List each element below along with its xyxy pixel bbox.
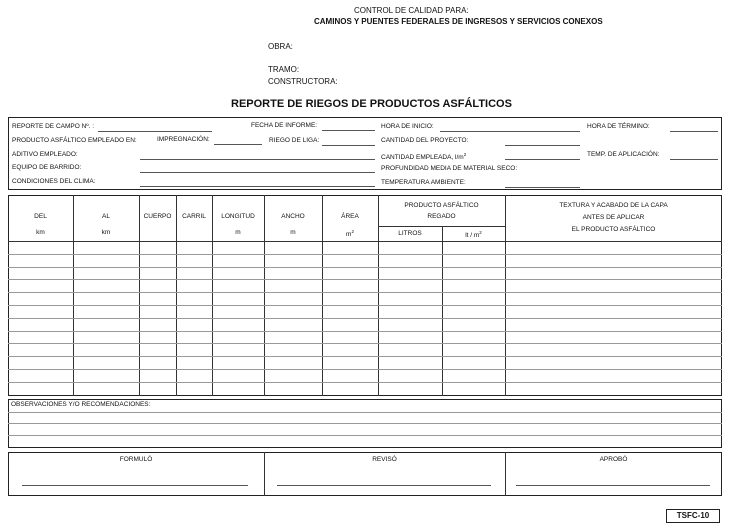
impregnacion-field[interactable] bbox=[214, 144, 262, 145]
tramo-label: TRAMO: bbox=[268, 65, 300, 74]
observaciones-line[interactable] bbox=[8, 423, 722, 424]
table-row-line bbox=[8, 343, 722, 344]
impregnacion-label: IMPREGNACIÓN: bbox=[157, 136, 210, 143]
col-textura-header-3: EL PRODUCTO ASFÁLTICO bbox=[571, 226, 656, 233]
header-line1: CONTROL DE CALIDAD PARA: bbox=[354, 6, 469, 15]
table-row-line bbox=[8, 267, 722, 268]
reviso-label: REVISÓ bbox=[372, 456, 397, 463]
table-row-line bbox=[8, 292, 722, 293]
observaciones-line[interactable] bbox=[8, 412, 722, 413]
col-ancho-header: ANCHO bbox=[281, 213, 305, 220]
col-textura-header-2: ANTES DE APLICAR bbox=[582, 214, 645, 221]
temp-aplicacion-field[interactable] bbox=[670, 159, 718, 160]
condiciones-clima-label: CONDICIONES DEL CLIMA: bbox=[12, 178, 96, 185]
obra-label: OBRA: bbox=[268, 42, 293, 51]
header-line2: CAMINOS Y PUENTES FEDERALES DE INGRESOS Y SERVICIOS CONEXOS bbox=[314, 17, 603, 26]
table-row-line bbox=[8, 305, 722, 306]
hora-termino-field[interactable] bbox=[670, 131, 718, 132]
col-area-header: ÁREA bbox=[341, 213, 359, 220]
temp-aplicacion-label: TEMP. DE APLICACIÓN: bbox=[587, 151, 660, 158]
fecha-informe-label: FECHA DE INFORME: bbox=[251, 122, 318, 129]
table-row-line bbox=[8, 279, 722, 280]
formulo-signature-line[interactable] bbox=[22, 485, 248, 486]
form-code: TSFC-10 bbox=[676, 511, 710, 520]
col-textura-header-1: TEXTURA Y ACABADO DE LA CAPA bbox=[559, 202, 668, 209]
reporte-campo-field[interactable] bbox=[98, 131, 212, 132]
table-row-line bbox=[8, 254, 722, 255]
col-cuerpo-header: CUERPO bbox=[143, 213, 172, 220]
col-longitud-header: LONGITUD bbox=[221, 213, 255, 220]
cantidad-proyecto-field[interactable] bbox=[505, 145, 580, 146]
aprobo-label: APROBÓ bbox=[599, 456, 628, 463]
hora-inicio-label: HORA DE INICIO: bbox=[381, 123, 434, 130]
table-row-line bbox=[8, 318, 722, 319]
col-area-unit: $m^2$ bbox=[346, 229, 354, 239]
cantidad-empleada-field[interactable] bbox=[505, 159, 580, 160]
condiciones-clima-field[interactable] bbox=[140, 186, 375, 187]
table-row-line bbox=[8, 382, 722, 383]
formulo-label: FORMULÓ bbox=[119, 456, 153, 463]
col-producto-header-1: PRODUCTO ASFÁLTICO bbox=[404, 202, 479, 209]
aprobo-signature-line[interactable] bbox=[516, 485, 710, 486]
page-title: REPORTE DE RIEGOS DE PRODUCTOS ASFÁLTICOS bbox=[231, 98, 512, 110]
table-row-line bbox=[8, 356, 722, 357]
col-carril-header: CARRIL bbox=[182, 213, 206, 220]
col-ltm2-header: lt / $m^2$ bbox=[465, 230, 482, 240]
cantidad-proyecto-label: CANTIDAD DEL PROYECTO: bbox=[381, 137, 469, 144]
fecha-informe-field[interactable] bbox=[322, 130, 375, 131]
table-row-line bbox=[8, 369, 722, 370]
col-longitud-unit: m bbox=[235, 229, 241, 236]
riego-liga-label: RIEGO DE LIGA: bbox=[269, 137, 320, 144]
hora-inicio-field[interactable] bbox=[440, 131, 580, 132]
col-producto-header-2: REGADO bbox=[427, 213, 456, 220]
aditivo-field[interactable] bbox=[140, 159, 375, 160]
col-al-header: AL bbox=[102, 213, 110, 220]
equipo-barrido-field[interactable] bbox=[140, 172, 375, 173]
cantidad-empleada-label: CANTIDAD EMPLEADA, $l/m^2$ bbox=[381, 152, 467, 162]
aditivo-label: ADITIVO EMPLEADO: bbox=[12, 151, 78, 158]
reviso-signature-line[interactable] bbox=[277, 485, 491, 486]
hora-termino-label: HORA DE TÉRMINO: bbox=[587, 123, 650, 130]
observaciones-line[interactable] bbox=[8, 435, 722, 436]
col-ancho-unit: m bbox=[290, 229, 296, 236]
col-al-unit: km bbox=[101, 229, 111, 236]
constructora-label: CONSTRUCTORA: bbox=[268, 77, 338, 86]
col-del-unit: km bbox=[36, 229, 45, 236]
equipo-barrido-label: EQUIPO DE BARRIDO: bbox=[12, 164, 82, 171]
temp-ambiente-label: TEMPERATURA AMBIENTE: bbox=[381, 179, 466, 186]
form-code-box bbox=[666, 509, 720, 523]
table-row-line bbox=[8, 331, 722, 332]
col-litros-header: LITROS bbox=[398, 230, 422, 237]
profundidad-label: PROFUNDIDAD MEDIA DE MATERIAL SECO: bbox=[381, 165, 518, 172]
observaciones-label: OBSERVACIONES Y/O RECOMENDACIONES: bbox=[11, 401, 151, 408]
col-del-header: DEL bbox=[34, 213, 47, 220]
riego-liga-field[interactable] bbox=[322, 145, 375, 146]
producto-empleado-label: PRODUCTO ASFÁLTICO EMPLEADO EN: bbox=[12, 137, 137, 144]
reporte-campo-label: REPORTE DE CAMPO Nº. : bbox=[12, 123, 95, 130]
temp-ambiente-field[interactable] bbox=[505, 187, 580, 188]
